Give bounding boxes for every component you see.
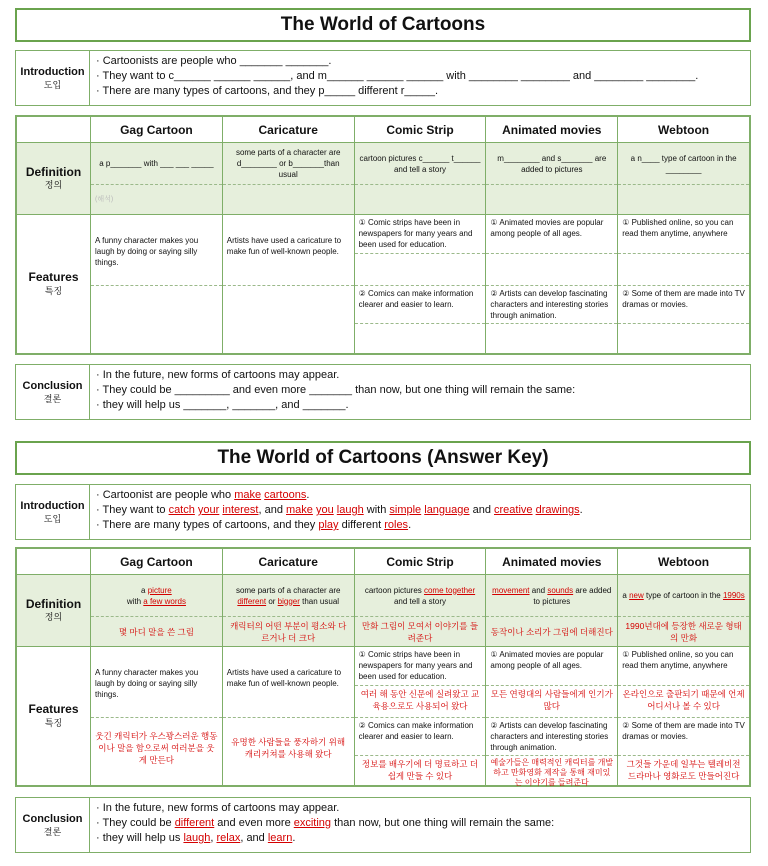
answer-introduction — [15, 484, 751, 540]
features-comic: ① Comic strips have been in newspapers for many years and been used for education. ② Comics can make information clearer and easier to learn. — [354, 215, 486, 354]
answer-features-animated: ① Animated movies are popular among people of all ages. 모든 연령대의 사람들에게 인기가 많다 ② Artists can develop fascinating characters and interesting stories through animation. 예술가들은 매력적인 캐릭터를 개발하고 만화영화 제작을 통해 재미있는 이야기를 들려준다 — [486, 647, 618, 786]
answer-table — [15, 547, 751, 787]
answer-features-caricature-ko: 유명한 사람들을 풍자하기 위해 캐리커쳐를 사용해 왔다 — [223, 717, 354, 785]
definition-gag: a p_______ with ___ ___ _____ (해석) — [91, 143, 223, 215]
conclusion-line-3: · they will help us _______, _______, and _______. — [96, 399, 349, 411]
answer-conclusion-label: Conclusion 결론 — [16, 798, 90, 852]
answer-features-webtoon: ① Published online, so you can read them anytime, anywhere 온라인으로 출판되기 때문에 언제 어디서나 볼 수 있다 ② Some of them are made into TV dramas or movies. 그것들 가운데 일부는 텔레비전 드라마나 영화로도 만들어진다 — [618, 647, 750, 786]
col-header-webtoon: Webtoon — [618, 117, 750, 143]
answer-definition-gag-ko: 몇 마디 말을 쓴 그림 — [91, 616, 222, 646]
answer-features-animated1-ko: 모든 연령대의 사람들에게 인기가 많다 — [486, 685, 617, 717]
definition-comic: cartoon pictures c______ t______ and tell a story — [354, 143, 486, 215]
answer-features-gag-ko: 웃긴 캐릭터가 우스꽝스러운 행동이나 말을 함으로써 여러분을 웃게 만든다 — [91, 717, 222, 785]
worksheet-title — [15, 8, 751, 42]
conclusion-label: Conclusion 결론 — [16, 365, 90, 419]
answer-features-comic2-ko: 정보를 배우기에 더 명료하고 더 쉽게 만들 수 있다 — [355, 755, 486, 785]
col-header-gag: Gag Cartoon — [91, 117, 223, 143]
answer-definition-caricature-ko: 캐릭터의 어떤 부분이 평소와 다르거나 더 크다 — [223, 616, 354, 646]
definition-caricature: some parts of a character are d________ or b_______than usual — [222, 143, 354, 215]
answer-col-header-animated: Animated movies — [486, 549, 618, 575]
answer-definition-webtoon: a new type of cartoon in the 1990s 1990년대에 등장한 새로운 형태의 만화 — [618, 575, 750, 647]
answer-definition-gag: a picture with a few words 몇 마디 말을 쓴 그림 — [91, 575, 223, 647]
answer-conclusion-line-3: · they will help us laugh, relax, and learn. — [96, 832, 296, 844]
answer-definition-webtoon-ko: 1990년대에 등장한 새로운 형태의 만화 — [618, 616, 749, 646]
conclusion-body — [90, 365, 750, 419]
answer-row-label-definition: Definition 정의 — [17, 575, 91, 647]
answer-definition-comic-ko: 만화 그림이 모여서 이야기를 들려준다 — [355, 616, 486, 646]
translation-hint: (해석) — [95, 195, 114, 203]
row-label-features: Features 특징 — [17, 215, 91, 354]
features-animated: ① Animated movies are popular among people of all ages. ② Artists can develop fascinating characters and interesting stories through animation. — [486, 215, 618, 354]
answer-features-webtoon2-ko: 그것들 가운데 일부는 텔레비전 드라마나 영화로도 만들어진다 — [618, 755, 749, 785]
answer-col-header-comic: Comic Strip — [354, 549, 486, 575]
answer-definition-comic: cartoon pictures come together and tell a story 만화 그림이 모여서 이야기를 들려준다 — [354, 575, 486, 647]
intro-line-3: · There are many types of cartoons, and they p_____ different r_____. — [96, 85, 439, 97]
answer-definition-caricature: some parts of a character are different or bigger than usual 캐릭터의 어떤 부분이 평소와 다르거나 더 크다 — [222, 575, 354, 647]
answer-conclusion-line-2: · They could be different and even more exciting than now, but one thing will remain the same: — [96, 817, 555, 829]
definition-webtoon: a n____ type of cartoon in the ________ — [618, 143, 750, 215]
answer-conclusion — [15, 797, 751, 853]
answer-features-webtoon1-ko: 온라인으로 출판되기 때문에 언제 어디서나 볼 수 있다 — [618, 685, 749, 717]
answer-intro-line-2: · They want to catch your interest, and make you laugh with simple language and creative drawings. — [96, 504, 583, 516]
worksheet-introduction — [15, 50, 751, 106]
answer-intro-line-1: · Cartoonist are people who make cartoons. — [96, 489, 310, 501]
features-webtoon: ① Published online, so you can read them anytime, anywhere ② Some of them are made into TV dramas or movies. — [618, 215, 750, 354]
answer-introduction-label: Introduction 도입 — [16, 485, 90, 539]
features-caricature: Artists have used a caricature to make fun of well-known people. — [222, 215, 354, 354]
answer-features-caricature: Artists have used a caricature to make fun of well-known people. 유명한 사람들을 풍자하기 위해 캐리커쳐를 사용해 왔다 — [222, 647, 354, 786]
answer-conclusion-line-1: · In the future, new forms of cartoons may appear. — [96, 802, 340, 814]
corner-cell — [17, 117, 91, 143]
col-header-caricature: Caricature — [222, 117, 354, 143]
col-header-comic: Comic Strip — [354, 117, 486, 143]
intro-line-2: · They want to c______ ______ ______, and m______ ______ ______ with ________ ________ and ________ ________. — [96, 70, 699, 82]
introduction-body — [90, 51, 750, 105]
row-label-definition: Definition 정의 — [17, 143, 91, 215]
answer-col-header-webtoon: Webtoon — [618, 549, 750, 575]
introduction-label: Introduction 도입 — [16, 51, 90, 105]
answer-row-label-features: Features 특징 — [17, 647, 91, 786]
conclusion-line-1: · In the future, new forms of cartoons may appear. — [96, 369, 340, 381]
answer-definition-animated-ko: 동작이나 소리가 그림에 더해진다 — [486, 616, 617, 646]
answer-definition-animated: movement and sounds are added to pictures 동작이나 소리가 그림에 더해진다 — [486, 575, 618, 647]
answer-col-header-caricature: Caricature — [222, 549, 354, 575]
answer-key-title-text: The World of Cartoons (Answer Key) — [217, 447, 549, 468]
answer-col-header-gag: Gag Cartoon — [91, 549, 223, 575]
answer-features-gag: A funny character makes you laugh by doing or saying silly things. 웃긴 캐릭터가 우스꽝스러운 행동이나 말을 함으로써 여러분을 웃게 만든다 — [91, 647, 223, 786]
intro-line-1: · Cartoonists are people who _______ _______. — [96, 55, 332, 67]
col-header-animated: Animated movies — [486, 117, 618, 143]
worksheet-title-text: The World of Cartoons — [280, 14, 486, 35]
definition-animated: m________ and s_______ are added to pictures — [486, 143, 618, 215]
answer-intro-line-3: · There are many types of cartoons, and they play different roles. — [96, 519, 412, 531]
answer-corner-cell — [17, 549, 91, 575]
features-gag: A funny character makes you laugh by doing or saying silly things. — [91, 215, 223, 354]
conclusion-line-2: · They could be _________ and even more _______ than now, but one thing will remain the same: — [96, 384, 576, 396]
answer-features-comic: ① Comic strips have been in newspapers for many years and been used for education. 여러 해 동안 신문에 실려왔고 교육용으로도 사용되어 왔다 ② Comics can make information clearer and easier to learn. 정보를 배우기에 더 명료하고 더 쉽게 만들 수 있다 — [354, 647, 486, 786]
answer-features-comic1-ko: 여러 해 동안 신문에 실려왔고 교육용으로도 사용되어 왔다 — [355, 685, 486, 717]
answer-introduction-body — [90, 485, 750, 539]
worksheet-table — [15, 115, 751, 355]
answer-conclusion-body — [90, 798, 750, 852]
answer-features-animated2-ko: 예술가들은 매력적인 캐릭터를 개발하고 만화영화 제작을 통해 재미있는 이야기를 들려준다 — [486, 755, 617, 785]
answer-key-title — [15, 441, 751, 475]
worksheet-conclusion — [15, 364, 751, 420]
